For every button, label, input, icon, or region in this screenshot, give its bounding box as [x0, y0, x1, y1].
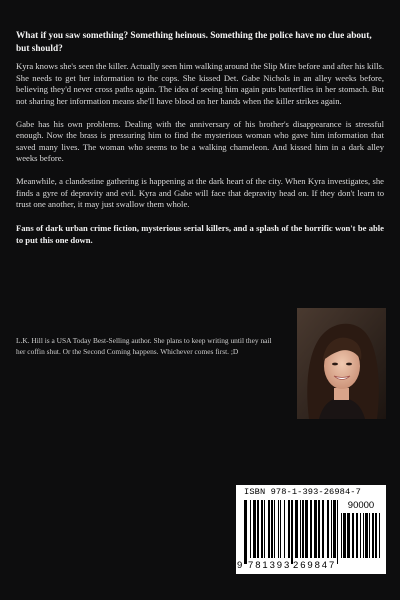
barcode-bar: [372, 513, 374, 558]
barcode-bar: [337, 500, 338, 564]
barcode-bar: [244, 500, 247, 564]
barcode-bar: [268, 500, 270, 558]
price-barcode-bars: [341, 513, 381, 558]
blurb-paragraph: Meanwhile, a clandestine gathering is happening at the dark heart of the city. When Kyra investigates, she finds a gyre of depravity and evil. Kyra and Gabe will face that depravity head on. If they don't learn to trust one another, it may just swallow them whole.: [16, 175, 384, 210]
price-code: 90000: [347, 500, 375, 511]
blurb: [16, 30, 384, 246]
barcode-bar: [375, 513, 377, 558]
barcode-bar: [253, 500, 256, 558]
barcode-bar: [333, 500, 336, 558]
barcode-bar: [379, 513, 380, 558]
barcode-bar: [300, 500, 301, 558]
barcode-bar: [250, 500, 251, 558]
barcode-bar: [347, 513, 350, 558]
barcode-bar: [343, 513, 346, 558]
barcode-bar: [261, 500, 263, 558]
barcode-digit: 9: [307, 560, 313, 571]
barcode-bar: [271, 500, 273, 558]
barcode-bar: [284, 500, 285, 558]
barcode-bar: [310, 500, 312, 558]
isbn-label: ISBN 978-1-393-26984-7: [244, 487, 361, 497]
barcode-bar: [280, 500, 281, 558]
barcode-bar: [365, 513, 368, 558]
isbn-barcode: [236, 485, 386, 574]
blurb-paragraph: Kyra knows she's seen the killer. Actually seen him walking around the Slip Mire before and after his kills. She needs to get her information to the cops. She kissed Det. Gabe Nichols in an alley weeks before, believing they'd never cross paths again. The idea of seeing him again puts butterflies in her stomach. But not sharing her information means she'll have blood on her hands when the killer strikes again.: [16, 61, 384, 106]
barcode-bars: [244, 500, 340, 564]
author-photo: [297, 308, 386, 419]
barcode-bar: [305, 500, 308, 558]
barcode-bar: [327, 500, 329, 558]
barcode-digit: 7: [329, 560, 335, 571]
barcode-digit: 7: [248, 560, 254, 571]
barcode-bar: [295, 500, 298, 558]
author-photo-image: [297, 308, 386, 419]
barcode-bar: [322, 500, 324, 558]
barcode-bar: [341, 513, 342, 558]
barcode-bar: [302, 500, 304, 558]
barcode-bar: [257, 500, 259, 558]
barcode-bar: [352, 513, 354, 558]
barcode-digit: 9: [237, 560, 243, 571]
barcode-bar: [264, 500, 265, 558]
barcode-bar: [314, 500, 317, 558]
barcode-bar: [331, 500, 332, 558]
barcode-digit: 8: [314, 560, 320, 571]
barcode-digit: 3: [269, 560, 275, 571]
barcode-bar: [278, 500, 279, 558]
barcode-bar: [360, 513, 361, 558]
closer-text: Fans of dark urban crime fiction, mysterious serial killers, and a splash of the horrific won't be able to put this one down.: [16, 222, 384, 245]
barcode-bar: [274, 500, 275, 558]
barcode-digit: 8: [255, 560, 261, 571]
author-bio: L.K. Hill is a USA Today Best-Selling author. She plans to keep writing until they nail her coffin shut. Or the Second Coming happens. Whichever comes first. ;D: [16, 336, 272, 356]
barcode-digit: 6: [300, 560, 306, 571]
hook-text: What if you saw something? Something heinous. Something the police have no clue about, but should?: [16, 31, 372, 54]
barcode-digit: 3: [284, 560, 290, 571]
barcode-bar: [318, 500, 320, 558]
barcode-bar: [288, 500, 290, 558]
barcode-bar: [369, 513, 370, 558]
barcode-digit: 9: [276, 560, 283, 571]
barcode-bar: [356, 513, 358, 558]
barcode-bar: [363, 513, 364, 558]
barcode-digit: 4: [321, 560, 328, 571]
blurb-paragraph: Gabe has his own problems. Dealing with the anniversary of his brother's disappearance is stressful enough. Now the brass is pressuring him to find the mysterious woman who gave him information that saved many lives. The woman who seems to be a walking chameleon. And kissed him in a dark alley weeks before.: [16, 118, 384, 164]
barcode-digit: 2: [293, 560, 299, 571]
barcode-digit: 1: [262, 560, 268, 571]
barcode-bar: [291, 500, 293, 564]
